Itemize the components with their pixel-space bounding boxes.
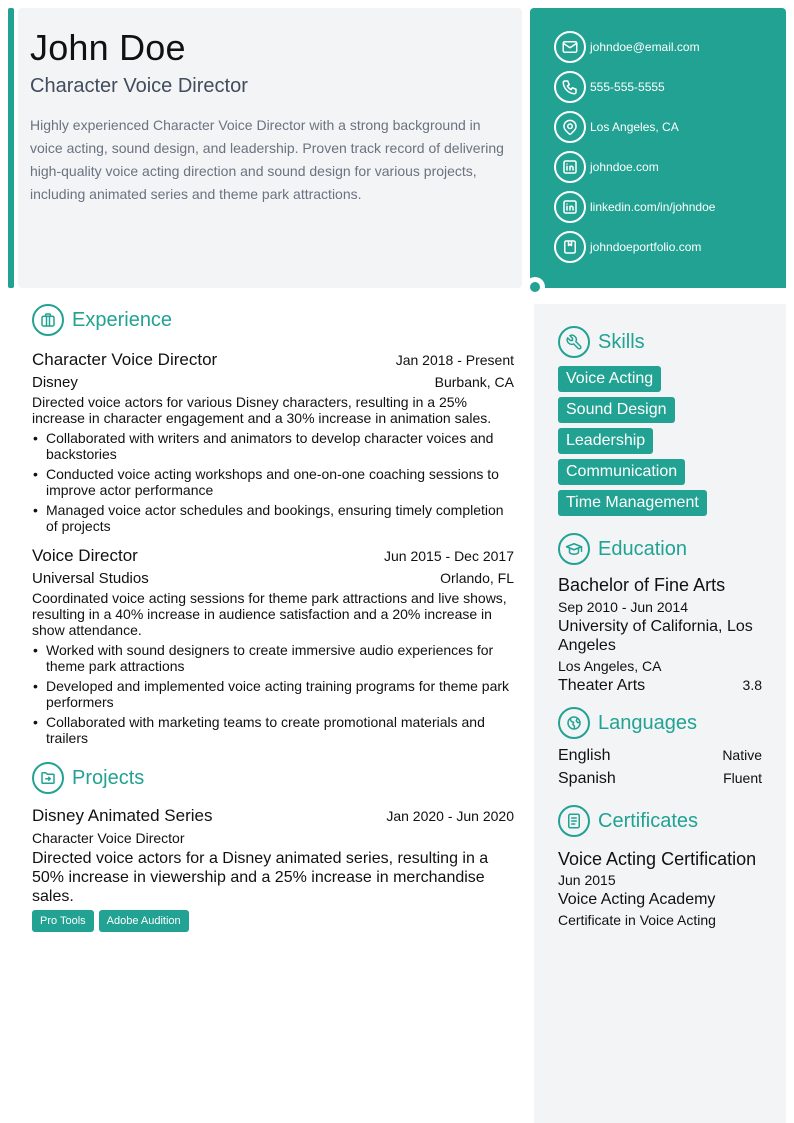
summary: Highly experienced Character Voice Director with a strong background in voice acting, sound design, and leadership. Proven track record of delivering high-quality voice acting direction and sound design for various projects, including animated series and theme park attractions. <box>30 117 504 202</box>
education-degree: Bachelor of Fine Arts <box>558 575 726 595</box>
job-bullets <box>32 642 514 746</box>
certificate-entry <box>558 849 762 928</box>
job-description: Directed voice actors for various Disney characters, resulting in a 25% increase in character engagement and a 30% increase in animation sales. <box>32 394 492 426</box>
globe-icon <box>558 707 590 739</box>
contact-portfolio[interactable] <box>554 231 786 263</box>
contact-phone-text: 555-555-5555 <box>590 80 665 94</box>
candidate-title: Character Voice Director <box>30 75 248 97</box>
decorative-dot <box>525 277 545 297</box>
contact-website-text: johndoe.com <box>590 160 659 174</box>
job-bullet: • Worked with sound designers to create immersive audio experiences for theme park attractions <box>32 642 514 674</box>
project-tags <box>32 910 514 932</box>
education-heading <box>558 533 762 565</box>
contact-portfolio-text: johndoeportfolio.com <box>590 240 702 254</box>
job-bullet: • Managed voice actor schedules and bookings, ensuring timely completion of projects <box>32 502 514 534</box>
projects-title: Projects <box>72 766 145 789</box>
phone-icon <box>554 71 586 103</box>
education-dates: Sep 2010 - Jun 2014 <box>558 599 688 615</box>
project-role: Character Voice Director <box>32 830 185 846</box>
languages-heading <box>558 707 762 739</box>
skill-tag: Sound Design <box>558 397 675 423</box>
job-description: Coordinated voice acting sessions for theme park attractions and live shows, resulting in a 40% increase in audience satisfaction and a 20% increase in show attendance. <box>32 590 507 638</box>
education-field: Theater Arts <box>558 677 646 694</box>
contact-phone[interactable] <box>554 71 786 103</box>
language-level: Fluent <box>723 770 762 786</box>
briefcase-icon <box>32 304 64 336</box>
certificate-issuer: Voice Acting Academy <box>558 891 716 908</box>
job-title: Character Voice Director <box>32 350 218 369</box>
project-description: Directed voice actors for a Disney animated series, resulting in a 50% increase in viewership and a 25% increase in merchandise sales. <box>32 850 489 905</box>
job-entry <box>32 350 514 534</box>
education-entry <box>558 575 762 695</box>
certificate-detail: Certificate in Voice Acting <box>558 912 716 928</box>
skill-tag: Communication <box>558 459 685 485</box>
job-bullet: • Collaborated with marketing teams to create promotional materials and trailers <box>32 714 514 746</box>
skills-list <box>558 366 762 521</box>
certificate-date: Jun 2015 <box>558 872 616 888</box>
certificate-icon <box>558 805 590 837</box>
job-location: Orlando, FL <box>440 570 514 586</box>
project-entry <box>32 806 514 932</box>
job-bullets <box>32 430 514 534</box>
job-entry <box>32 546 514 746</box>
job-bullet: • Conducted voice acting workshops and one-on-one coaching sessions to improve actor performance <box>32 466 514 498</box>
skill-tag: Voice Acting <box>558 366 661 392</box>
linkedin-icon <box>554 151 586 183</box>
contact-panel <box>530 8 786 288</box>
contact-location <box>554 111 786 143</box>
contact-email-text: johndoe@email.com <box>590 40 700 54</box>
education-school: University of California, Los Angeles <box>558 618 753 654</box>
skill-tag: Leadership <box>558 428 653 454</box>
skill-tag: Time Management <box>558 490 707 516</box>
languages-list <box>558 747 762 793</box>
certificate-name: Voice Acting Certification <box>558 849 757 869</box>
language-name: English <box>558 747 611 764</box>
header <box>18 8 522 288</box>
job-company: Universal Studios <box>32 570 149 587</box>
projects-heading <box>32 762 514 794</box>
job-date: Jan 2018 - Present <box>395 352 514 368</box>
job-location: Burbank, CA <box>434 374 514 390</box>
graduation-cap-icon <box>558 533 590 565</box>
main-column <box>32 304 514 932</box>
contact-linkedin-text: linkedin.com/in/johndoe <box>590 200 716 214</box>
job-bullet: • Developed and implemented voice acting training programs for theme park performers <box>32 678 514 710</box>
sidebar <box>534 304 786 1123</box>
folder-icon <box>32 762 64 794</box>
candidate-name: John Doe <box>30 27 186 68</box>
job-title: Voice Director <box>32 546 138 565</box>
experience-heading <box>32 304 514 336</box>
job-company: Disney <box>32 374 78 391</box>
education-location: Los Angeles, CA <box>558 658 662 674</box>
contact-email[interactable] <box>554 31 786 63</box>
education-gpa: 3.8 <box>742 677 762 693</box>
certificates-heading <box>558 805 762 837</box>
project-date: Jan 2020 - Jun 2020 <box>386 808 514 824</box>
language-level: Native <box>722 747 762 763</box>
wrench-icon <box>558 326 590 358</box>
skills-heading <box>558 326 762 358</box>
certificates-title: Certificates <box>598 809 699 832</box>
languages-title: Languages <box>598 711 697 734</box>
education-title: Education <box>598 537 687 560</box>
language-name: Spanish <box>558 770 616 787</box>
project-tag: Pro Tools <box>32 910 94 932</box>
email-icon <box>554 31 586 63</box>
experience-title: Experience <box>72 308 173 331</box>
linkedin-icon <box>554 191 586 223</box>
skills-title: Skills <box>598 330 645 353</box>
language-row <box>558 747 762 770</box>
job-bullet: • Collaborated with writers and animators to develop character voices and backstories <box>32 430 514 462</box>
project-tag: Adobe Audition <box>99 910 189 932</box>
location-pin-icon <box>554 111 586 143</box>
contact-website[interactable] <box>554 151 786 183</box>
header-accent-bar <box>8 8 14 288</box>
contact-location-text: Los Angeles, CA <box>590 120 679 134</box>
job-date: Jun 2015 - Dec 2017 <box>384 548 514 564</box>
portfolio-icon <box>554 231 586 263</box>
language-row <box>558 770 762 793</box>
contact-linkedin[interactable] <box>554 191 786 223</box>
project-title: Disney Animated Series <box>32 806 213 825</box>
